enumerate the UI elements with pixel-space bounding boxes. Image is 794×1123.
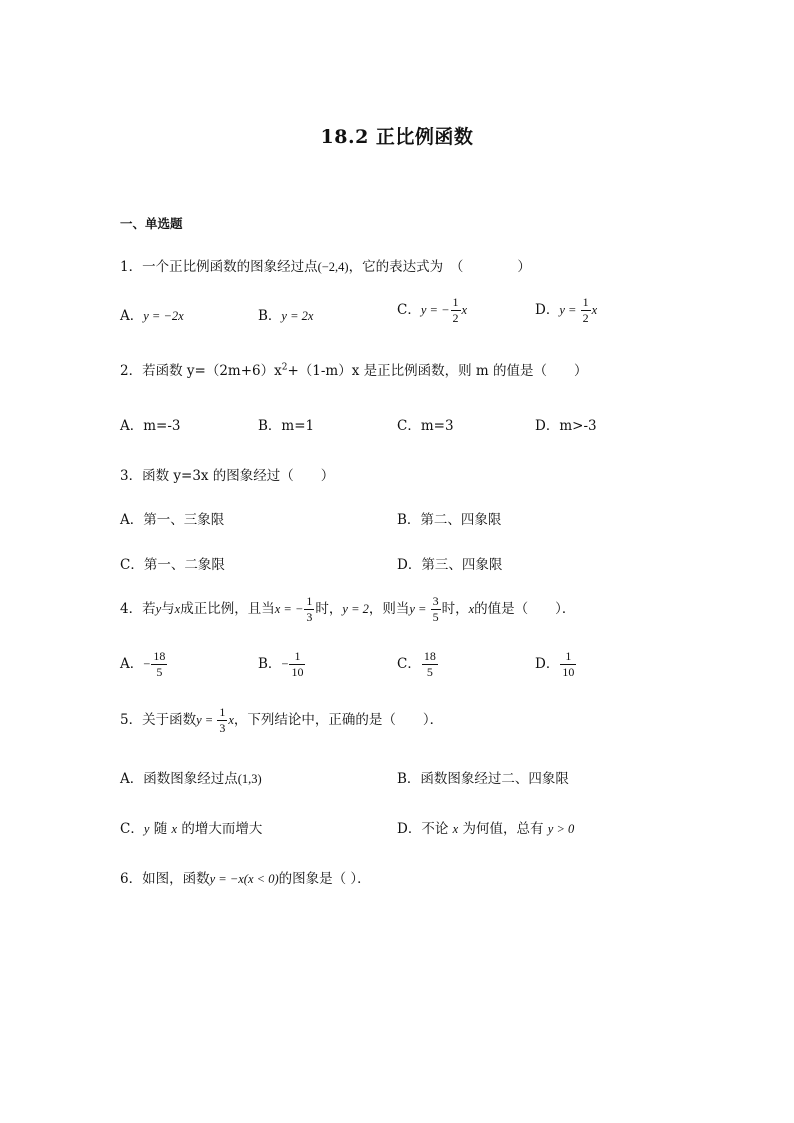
question-2-option-c: [397, 414, 454, 434]
q4-text: 4．若: [120, 601, 156, 617]
question-2-exponent: 2: [281, 362, 288, 373]
option-point: (1,3): [237, 772, 262, 786]
fraction-numerator: 1: [565, 649, 572, 663]
fraction-denominator: 5: [151, 664, 167, 679]
fraction-numerator: 1: [294, 649, 301, 663]
option-expression: y = 2x: [281, 309, 314, 323]
option-label: C．: [120, 821, 144, 837]
question-2-option-b: [258, 414, 314, 434]
option-label: D．: [535, 302, 560, 318]
question-6: [120, 867, 371, 887]
question-1-option-b: [258, 304, 313, 324]
fraction: [581, 296, 591, 325]
question-1-option-d: [535, 296, 597, 325]
question-5: [120, 706, 443, 735]
question-1-stem-b: ，它的表达式为 （ ）: [348, 259, 531, 275]
q5-fn-post: x: [228, 713, 234, 727]
fraction-numerator: 1: [219, 705, 226, 719]
option-expression-post: x: [461, 303, 468, 317]
fraction-numerator: 1: [452, 295, 459, 309]
question-1: [120, 255, 531, 275]
option-label: D．: [397, 557, 422, 573]
option-text: 不论: [421, 821, 453, 837]
q5-fn-pre: y =: [196, 713, 217, 727]
option-text: 第一、二象限: [143, 557, 225, 573]
option-text: 随: [149, 821, 172, 837]
option-label: B．: [258, 418, 282, 434]
option-label: D．: [535, 418, 560, 434]
option-label: B．: [258, 656, 282, 672]
option-label: A．: [120, 656, 144, 672]
q6-expression: y = −x(x < 0): [209, 872, 279, 886]
q4-var-y: y: [155, 602, 162, 616]
q6-text: 的图象是（ ）．: [278, 871, 371, 887]
option-text: m=1: [281, 418, 315, 434]
option-expression: y = −2x: [143, 309, 184, 323]
q4-cond3-pre: y =: [409, 602, 430, 616]
option-var-y: y: [143, 822, 150, 836]
fraction: [217, 706, 227, 735]
q4-cond1-pre: x = −: [274, 602, 304, 616]
question-3-option-b: [397, 508, 501, 528]
question-1-option-a: [120, 304, 184, 324]
question-4: [120, 595, 575, 624]
fraction-denominator: 2: [452, 311, 459, 325]
option-label: C．: [397, 302, 421, 318]
fraction: [451, 296, 461, 325]
question-5-option-a: [120, 767, 262, 787]
option-label: A．: [120, 418, 144, 434]
option-text: m=-3: [143, 418, 181, 434]
question-3-option-c: [120, 553, 225, 573]
fraction-denominator: 10: [291, 665, 304, 679]
option-label: C．: [397, 418, 421, 434]
fraction-denominator: 5: [422, 664, 438, 679]
option-expression-pre: y =: [559, 303, 580, 317]
q4-var-x: x: [174, 602, 181, 616]
question-4-option-b: [258, 650, 306, 679]
option-var-x: x: [452, 822, 459, 836]
option-label: B．: [397, 771, 421, 787]
fraction-denominator: 10: [562, 665, 575, 679]
fraction-numerator: 18: [423, 649, 436, 663]
option-text: 第一、三象限: [143, 512, 225, 528]
option-label: B．: [258, 308, 282, 324]
q4-cond2: y = 2: [342, 602, 369, 616]
question-4-option-d: [535, 650, 577, 679]
fraction-denominator: 5: [432, 610, 439, 624]
question-4-option-c: [397, 650, 439, 679]
fraction-denominator: 3: [219, 721, 226, 735]
question-1-option-c: [397, 296, 467, 325]
option-text: 函数图象经过点: [143, 771, 238, 787]
fraction: [422, 650, 438, 679]
option-label: C．: [397, 656, 421, 672]
option-expression: y > 0: [547, 822, 575, 836]
fraction-denominator: 2: [582, 311, 589, 325]
fraction-numerator: 3: [432, 594, 439, 608]
option-text: m=3: [420, 418, 454, 434]
q4-var-x: x: [468, 602, 475, 616]
q4-text: 与: [161, 601, 175, 617]
fraction: [560, 650, 576, 679]
option-text: 为何值，总有: [458, 821, 548, 837]
option-text: 函数图象经过二、四象限: [420, 771, 569, 787]
fraction-numerator: 18: [153, 649, 166, 663]
option-label: D．: [397, 821, 422, 837]
question-4-option-a: [120, 650, 168, 679]
option-label: A．: [120, 308, 144, 324]
fraction: [289, 650, 305, 679]
question-2-option-d: [535, 414, 597, 434]
q4-text: 时，: [441, 601, 469, 617]
option-text: 第三、四象限: [421, 557, 503, 573]
question-2-stem-a: 2．若函数 y=（2m+6）x: [120, 363, 282, 379]
option-expression-post: x: [591, 303, 598, 317]
option-expression-pre: y = −: [420, 303, 450, 317]
option-label: A．: [120, 771, 144, 787]
option-sign: −: [143, 657, 151, 671]
option-label: D．: [535, 656, 560, 672]
option-text: 的增大而增大: [177, 821, 263, 837]
section-heading: 一、单选题: [120, 216, 183, 231]
question-5-option-b: [397, 767, 569, 787]
q4-text: ，则当: [368, 601, 410, 617]
question-5-option-d: [397, 817, 574, 837]
option-var-x: x: [171, 822, 178, 836]
fraction-denominator: 3: [306, 610, 313, 624]
page-title: 18.2 正比例函数: [320, 126, 474, 148]
q5-text: 5．关于函数: [120, 712, 197, 728]
question-3-option-a: [120, 508, 224, 528]
option-sign: −: [281, 657, 289, 671]
option-label: C．: [120, 557, 144, 573]
question-1-stem-a: 1．一个正比例函数的图象经过点: [120, 259, 318, 275]
question-3-option-d: [397, 553, 502, 573]
question-5-option-c: [120, 817, 262, 837]
fraction: [151, 650, 167, 679]
q5-text: ，下列结论中，正确的是（ ）．: [233, 712, 444, 728]
question-1-point: (−2,4): [317, 260, 349, 274]
option-text: 第二、四象限: [420, 512, 502, 528]
fraction-numerator: 1: [582, 295, 589, 309]
fraction: [431, 595, 441, 624]
q4-text: 的值是（ ）．: [474, 601, 576, 617]
option-label: B．: [397, 512, 421, 528]
fraction: [304, 595, 314, 624]
q4-text: 时，: [315, 601, 343, 617]
option-text: m>-3: [559, 418, 597, 434]
fraction-numerator: 1: [306, 594, 313, 608]
question-3: 3．函数 y=3x 的图象经过（ ）: [120, 468, 335, 484]
option-label: A．: [120, 512, 144, 528]
q6-text: 6．如图，函数: [120, 871, 210, 887]
question-2-option-a: [120, 414, 181, 434]
question-2: [120, 359, 588, 379]
question-2-stem-b: +（1-m）x 是正比例函数，则 m 的值是（ ）: [287, 363, 588, 379]
q4-text: 成正比例，且当: [180, 601, 275, 617]
